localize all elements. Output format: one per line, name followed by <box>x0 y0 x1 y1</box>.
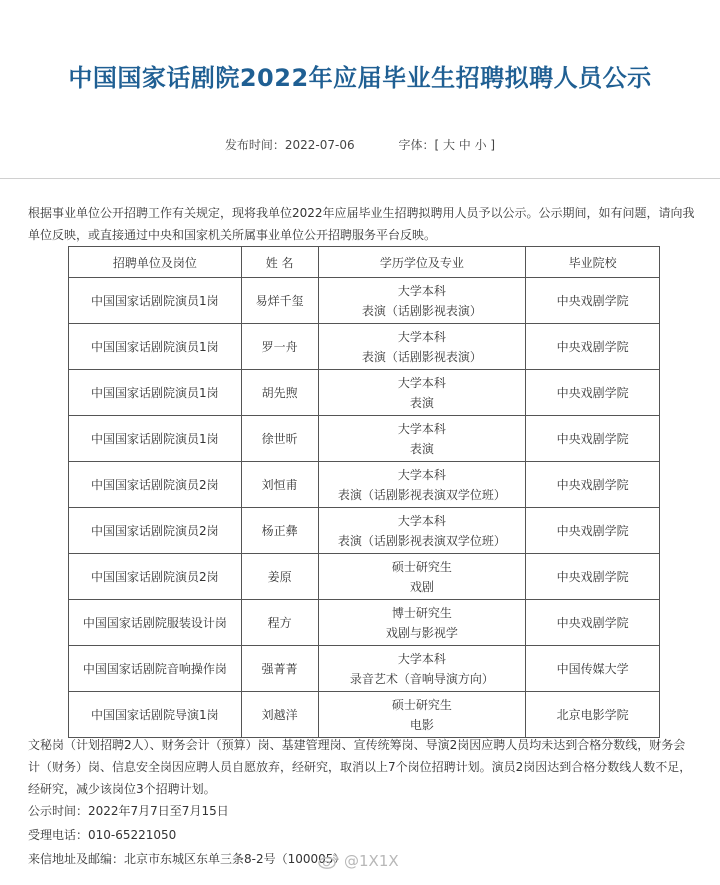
degree-text: 硕士研究生 <box>391 697 452 712</box>
cell-post <box>69 508 242 554</box>
mailing-address: 来信地址及邮编：北京市东城区东单三条8-2号（100005） <box>28 852 346 866</box>
cell-school-text: 中央戏剧学院 <box>556 523 629 538</box>
cell-post-text: 中国国家话剧院演员2岗 <box>91 477 219 492</box>
major-text: 表演（话剧影视表演双学位班） <box>337 533 506 548</box>
degree-text: 大学本科 <box>397 421 446 436</box>
font-size-control <box>398 138 495 152</box>
major-text: 戏剧与影视学 <box>385 625 458 640</box>
cell-post-text: 中国国家话剧院演员1岗 <box>91 431 219 446</box>
table-row <box>69 416 660 462</box>
cell-school-text: 中央戏剧学院 <box>556 615 629 630</box>
cell-name-text: 胡先煦 <box>261 385 298 400</box>
cell-post <box>69 692 242 738</box>
cell-post-text: 中国国家话剧院演员1岗 <box>91 339 219 354</box>
cell-school-text: 北京电影学院 <box>556 707 629 722</box>
cell-school <box>526 508 660 554</box>
cell-school-text: 中央戏剧学院 <box>556 477 629 492</box>
candidates-table <box>68 246 660 738</box>
publicity-period: 公示时间：2022年7月7日至7月15日 <box>28 804 229 818</box>
cell-post <box>69 600 242 646</box>
degree-text: 博士研究生 <box>391 605 452 620</box>
major-text: 电影 <box>409 717 434 732</box>
cell-degree-major <box>318 508 526 554</box>
table-row <box>69 692 660 738</box>
cell-degree-major <box>318 278 526 324</box>
cell-school <box>526 416 660 462</box>
cell-name <box>241 554 318 600</box>
cell-name <box>241 324 318 370</box>
cell-school-text: 中国传媒大学 <box>556 661 629 676</box>
cell-name <box>241 508 318 554</box>
meta-bar <box>0 136 720 153</box>
cell-degree-major <box>318 554 526 600</box>
cell-post-text: 中国国家话剧院音响操作岗 <box>82 661 227 676</box>
cell-post <box>69 462 242 508</box>
degree-text: 硕士研究生 <box>391 559 452 574</box>
cell-name-text: 徐世昕 <box>261 431 298 446</box>
cell-name-text: 强菁菁 <box>261 661 298 676</box>
cell-name-text: 刘越洋 <box>261 707 298 722</box>
cell-name <box>241 416 318 462</box>
cell-school <box>526 646 660 692</box>
notice-paragraph: 文秘岗（计划招聘2人）、财务会计（预算）岗、基建管理岗、宣传统筹岗、导演2岗因应聘人员均未达到合格分数线，财务会计（财务）岗、信息安全岗因应聘人员自愿放弃，经研究，取消以上7个岗位招聘计划。演员2岗因达到合格分数线人数不足，经研究，减少该岗位3个招聘计划。 <box>28 738 692 796</box>
cell-post <box>69 646 242 692</box>
cell-name-text: 易烊千玺 <box>255 293 304 308</box>
cell-degree-major <box>318 646 526 692</box>
page-title: 中国国家话剧院2022年应届毕业生招聘拟聘人员公示 <box>68 64 652 92</box>
cell-school <box>526 278 660 324</box>
cell-degree-major <box>318 462 526 508</box>
degree-text: 大学本科 <box>397 329 446 344</box>
cell-name-text: 刘恒甫 <box>261 477 298 492</box>
cell-name <box>241 462 318 508</box>
major-text: 表演（话剧影视表演双学位班） <box>337 487 506 502</box>
cell-name <box>241 278 318 324</box>
table-row <box>69 600 660 646</box>
cell-name <box>241 646 318 692</box>
cell-degree-major <box>318 324 526 370</box>
watermark-text: @1X1X <box>344 852 399 870</box>
publish-time <box>225 138 355 152</box>
major-text: 戏剧 <box>409 579 434 594</box>
major-text: 表演 <box>409 441 434 456</box>
major-text: 录音艺术（音响导演方向） <box>349 671 494 686</box>
header-degree: 学历学位及专业 <box>318 247 526 278</box>
header-school: 毕业院校 <box>526 247 660 278</box>
cell-post-text: 中国国家话剧院演员2岗 <box>91 523 219 538</box>
cell-post <box>69 278 242 324</box>
table-row <box>69 370 660 416</box>
publish-label: 发布时间： <box>224 138 285 152</box>
header-name: 姓 名 <box>241 247 318 278</box>
cell-name-text: 罗一舟 <box>261 339 298 354</box>
weibo-icon <box>318 853 340 869</box>
cell-degree-major <box>318 370 526 416</box>
table-header-row <box>69 247 660 278</box>
cell-post <box>69 370 242 416</box>
divider <box>0 178 720 179</box>
table-row <box>69 508 660 554</box>
cell-post <box>69 324 242 370</box>
cell-name-text: 程方 <box>267 615 292 630</box>
cell-degree-major <box>318 600 526 646</box>
cell-name-text: 杨正彝 <box>261 523 298 538</box>
font-label: 字体： <box>398 138 435 152</box>
degree-text: 大学本科 <box>397 467 446 482</box>
cell-school-text: 中央戏剧学院 <box>556 569 629 584</box>
header-post: 招聘单位及岗位 <box>69 247 242 278</box>
major-text: 表演（话剧影视表演） <box>361 303 482 318</box>
degree-text: 大学本科 <box>397 375 446 390</box>
cell-post-text: 中国国家话剧院导演1岗 <box>91 707 219 722</box>
cell-school <box>526 692 660 738</box>
cell-school <box>526 600 660 646</box>
cell-post <box>69 416 242 462</box>
cell-degree-major <box>318 692 526 738</box>
cell-school <box>526 370 660 416</box>
cell-name <box>241 692 318 738</box>
cell-school-text: 中央戏剧学院 <box>556 293 629 308</box>
cell-name <box>241 370 318 416</box>
weibo-watermark <box>318 852 399 870</box>
contact-phone: 受理电话：010-65221050 <box>28 828 177 842</box>
intro-paragraph: 根据事业单位公开招聘工作有关规定，现将我单位2022年应届毕业生招聘拟聘用人员予以公示。公示期间，如有问题，请向我单位反映，或直接通过中央和国家机关所属事业单位公开招聘服务平台反映。 <box>28 206 695 242</box>
cell-school <box>526 324 660 370</box>
font-size-options[interactable]: [ 大 中 小 ] <box>434 138 496 152</box>
cell-school <box>526 554 660 600</box>
cell-post-text: 中国国家话剧院演员1岗 <box>91 293 219 308</box>
major-text: 表演 <box>409 395 434 410</box>
publish-date: 2022-07-06 <box>284 138 355 152</box>
major-text: 表演（话剧影视表演） <box>361 349 482 364</box>
cell-post <box>69 554 242 600</box>
cell-school-text: 中央戏剧学院 <box>556 431 629 446</box>
cell-degree-major <box>318 416 526 462</box>
table-row <box>69 278 660 324</box>
cell-school-text: 中央戏剧学院 <box>556 385 629 400</box>
degree-text: 大学本科 <box>397 283 446 298</box>
cell-school-text: 中央戏剧学院 <box>556 339 629 354</box>
degree-text: 大学本科 <box>397 513 446 528</box>
cell-name-text: 姜原 <box>267 569 292 584</box>
degree-text: 大学本科 <box>397 651 446 666</box>
cell-post-text: 中国国家话剧院服装设计岗 <box>82 615 227 630</box>
table-row <box>69 324 660 370</box>
table-row <box>69 554 660 600</box>
table-row <box>69 462 660 508</box>
cell-name <box>241 600 318 646</box>
cell-school <box>526 462 660 508</box>
table-row <box>69 646 660 692</box>
cell-post-text: 中国国家话剧院演员1岗 <box>91 385 219 400</box>
cell-post-text: 中国国家话剧院演员2岗 <box>91 569 219 584</box>
